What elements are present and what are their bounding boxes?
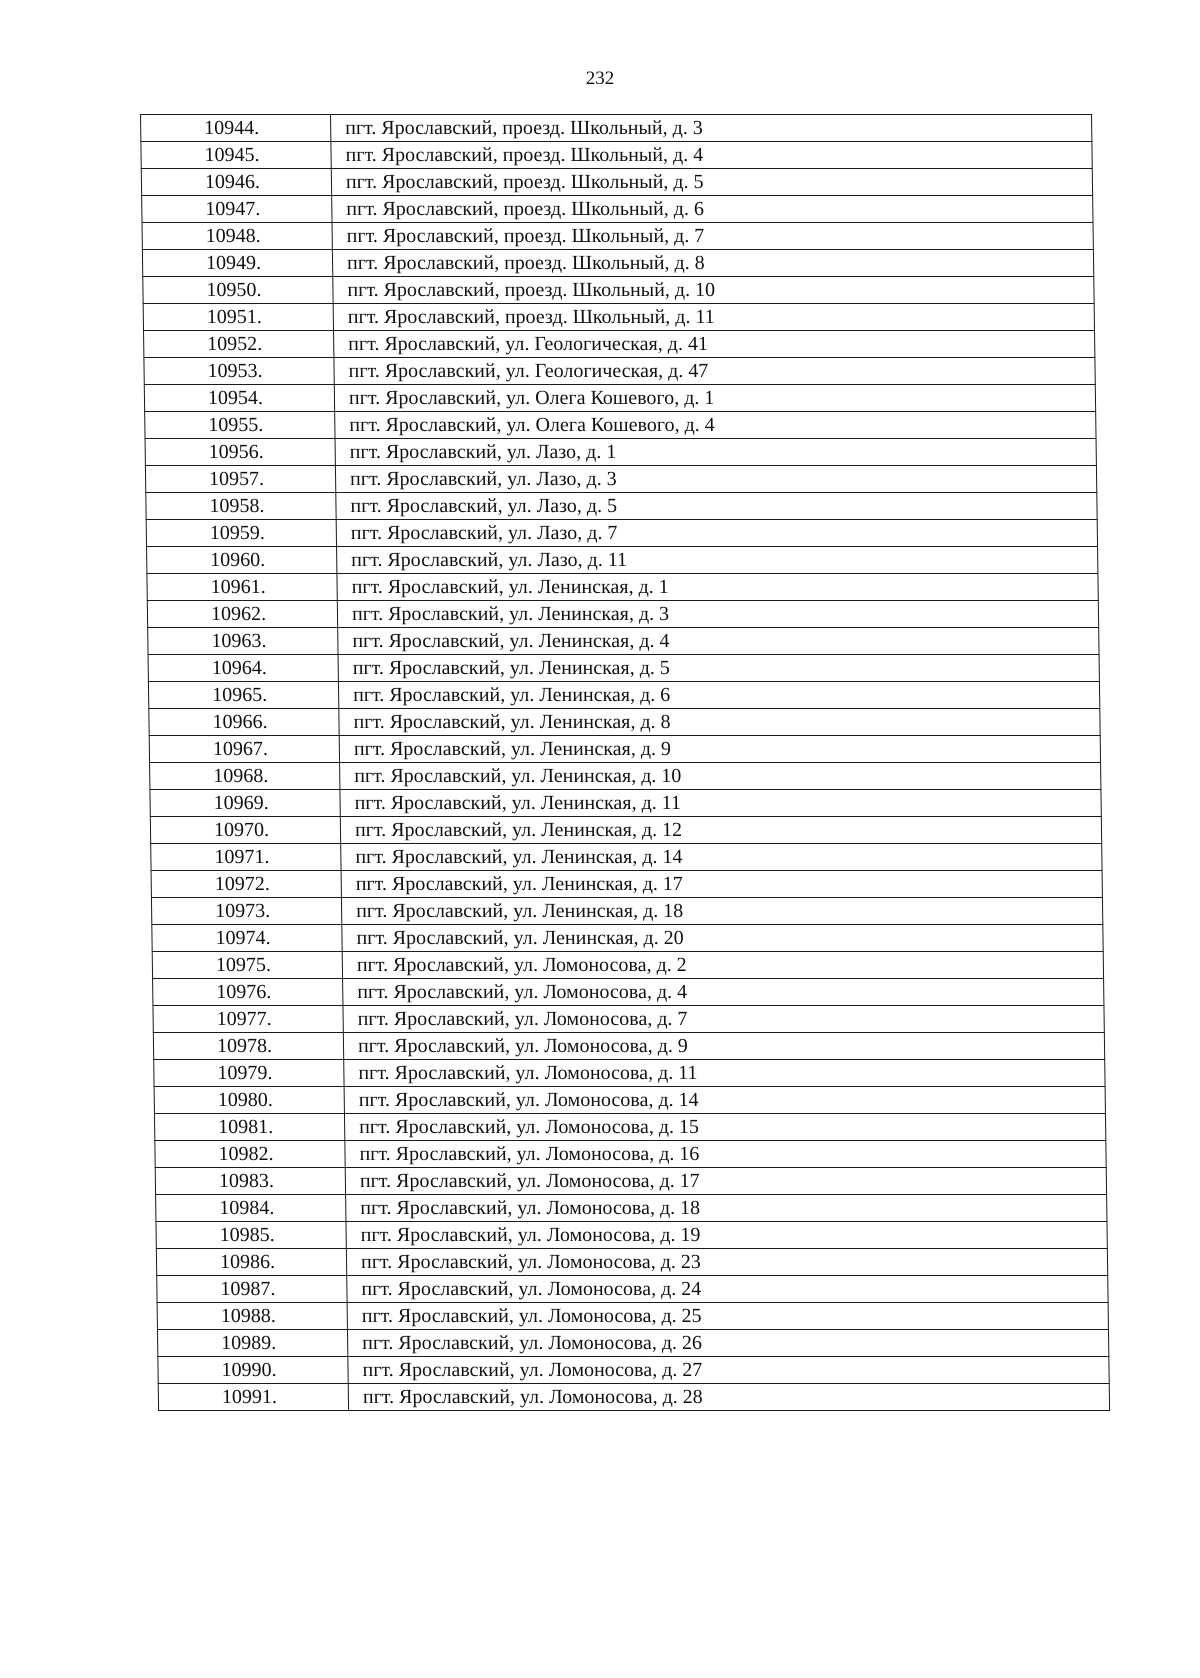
row-address: пгт. Ярославский, ул. Ленинская, д. 3 [337,601,1098,628]
row-number: 10964. [148,655,338,682]
table-row [152,925,1103,952]
row-number: 10945. [141,142,331,169]
table-row [142,196,1093,223]
table-row [158,1357,1109,1384]
row-number: 10966. [149,709,339,736]
row-address: пгт. Ярославский, проезд. Школьный, д. 11 [333,304,1094,331]
table-row [142,250,1093,277]
address-table-body [141,115,1110,1411]
table-row [145,439,1096,466]
table-row [152,952,1103,979]
row-address: пгт. Ярославский, ул. Олега Кошевого, д. 4 [335,412,1096,439]
table-row [155,1141,1106,1168]
row-number: 10944. [141,115,331,142]
row-address: пгт. Ярославский, ул. Ломоносова, д. 26 [347,1330,1108,1357]
table-row [153,1033,1104,1060]
row-address: пгт. Ярославский, ул. Ломоносова, д. 4 [343,979,1104,1006]
table-row [141,115,1092,142]
table-row [145,412,1096,439]
row-number: 10948. [142,223,332,250]
table-row [157,1303,1108,1330]
row-number: 10960. [147,547,337,574]
row-address: пгт. Ярославский, ул. Ленинская, д. 12 [340,817,1101,844]
row-address: пгт. Ярославский, ул. Лазо, д. 7 [336,520,1097,547]
row-address: пгт. Ярославский, ул. Ленинская, д. 18 [341,898,1102,925]
table-row [153,979,1104,1006]
row-number: 10987. [157,1276,347,1303]
table-row [157,1330,1108,1357]
row-number: 10975. [152,952,342,979]
row-number: 10978. [153,1033,343,1060]
row-number: 10955. [145,412,335,439]
row-address: пгт. Ярославский, ул. Олега Кошевого, д. 1 [334,385,1095,412]
row-number: 10958. [146,493,336,520]
table-row [146,520,1097,547]
row-address: пгт. Ярославский, ул. Ломоносова, д. 9 [343,1033,1104,1060]
table-row [147,574,1098,601]
row-number: 10980. [154,1087,344,1114]
table-row [153,1006,1104,1033]
table-row [142,223,1093,250]
row-number: 10977. [153,1006,343,1033]
table-row [154,1087,1105,1114]
row-number: 10952. [144,331,334,358]
row-address: пгт. Ярославский, проезд. Школьный, д. 5 [331,169,1092,196]
table-row [150,790,1101,817]
row-address: пгт. Ярославский, ул. Ломоносова, д. 19 [346,1222,1107,1249]
table-row [141,169,1092,196]
row-address: пгт. Ярославский, ул. Ленинская, д. 4 [338,628,1099,655]
row-number: 10956. [145,439,335,466]
table-row [154,1114,1105,1141]
row-number: 10990. [158,1357,348,1384]
row-address: пгт. Ярославский, ул. Ленинская, д. 10 [340,763,1101,790]
row-address: пгт. Ярославский, ул. Ломоносова, д. 16 [345,1141,1106,1168]
row-number: 10965. [148,682,338,709]
table-row [143,277,1094,304]
row-address: пгт. Ярославский, ул. Ломоносова, д. 15 [344,1114,1105,1141]
table-row [149,736,1100,763]
row-address: пгт. Ярославский, ул. Ленинская, д. 11 [340,790,1101,817]
table-row [155,1168,1106,1195]
row-address: пгт. Ярославский, ул. Ленинская, д. 1 [337,574,1098,601]
row-address: пгт. Ярославский, ул. Ленинская, д. 6 [338,682,1099,709]
row-number: 10968. [150,763,340,790]
row-address: пгт. Ярославский, проезд. Школьный, д. 3 [331,115,1092,142]
row-address: пгт. Ярославский, проезд. Школьный, д. 6 [332,196,1093,223]
row-address: пгт. Ярославский, ул. Ломоносова, д. 2 [342,952,1103,979]
row-number: 10982. [155,1141,345,1168]
table-row [151,844,1102,871]
row-number: 10986. [156,1249,346,1276]
row-number: 10953. [144,358,334,385]
row-number: 10961. [147,574,337,601]
row-number: 10950. [143,277,333,304]
table-row [143,304,1094,331]
row-address: пгт. Ярославский, ул. Ленинская, д. 8 [339,709,1100,736]
row-address: пгт. Ярославский, ул. Ленинская, д. 20 [342,925,1103,952]
row-number: 10946. [141,169,331,196]
row-address: пгт. Ярославский, ул. Ломоносова, д. 23 [346,1249,1107,1276]
row-address: пгт. Ярославский, ул. Ломоносова, д. 28 [348,1384,1109,1411]
row-number: 10979. [154,1060,344,1087]
row-address: пгт. Ярославский, ул. Лазо, д. 1 [335,439,1096,466]
row-number: 10981. [154,1114,344,1141]
row-number: 10947. [142,196,332,223]
table-row [156,1222,1107,1249]
table-row [156,1249,1107,1276]
table-row [145,466,1096,493]
row-address: пгт. Ярославский, ул. Ленинская, д. 9 [339,736,1100,763]
row-number: 10983. [155,1168,345,1195]
row-address: пгт. Ярославский, ул. Ломоносова, д. 27 [348,1357,1109,1384]
table-row [154,1060,1105,1087]
row-address: пгт. Ярославский, ул. Ломоносова, д. 11 [344,1060,1105,1087]
row-address: пгт. Ярославский, ул. Лазо, д. 11 [337,547,1098,574]
row-address: пгт. Ярославский, ул. Геологическая, д. 41 [334,331,1095,358]
row-address: пгт. Ярославский, ул. Геологическая, д. 47 [334,358,1095,385]
row-number: 10970. [150,817,340,844]
row-address: пгт. Ярославский, ул. Лазо, д. 3 [335,466,1096,493]
table-row [157,1276,1108,1303]
table-row [149,709,1100,736]
table-row [141,142,1092,169]
table-row [158,1384,1109,1411]
row-address: пгт. Ярославский, ул. Ломоносова, д. 25 [347,1303,1108,1330]
row-number: 10974. [152,925,342,952]
table-row [147,547,1098,574]
row-number: 10957. [145,466,335,493]
row-address: пгт. Ярославский, проезд. Школьный, д. 10 [333,277,1094,304]
table-row [146,493,1097,520]
row-address: пгт. Ярославский, ул. Ломоносова, д. 14 [344,1087,1105,1114]
table-row [156,1195,1107,1222]
row-address: пгт. Ярославский, ул. Ленинская, д. 14 [341,844,1102,871]
table-row [151,871,1102,898]
address-table [140,114,1110,1411]
row-number: 10985. [156,1222,346,1249]
row-address: пгт. Ярославский, проезд. Школьный, д. 7 [332,223,1093,250]
row-number: 10954. [144,385,334,412]
table-row [144,385,1095,412]
row-number: 10989. [157,1330,347,1357]
row-address: пгт. Ярославский, ул. Ломоносова, д. 18 [346,1195,1107,1222]
table-row [151,898,1102,925]
table-row [148,682,1099,709]
row-number: 10984. [156,1195,346,1222]
row-number: 10949. [142,250,332,277]
table-row [144,331,1095,358]
row-address: пгт. Ярославский, ул. Лазо, д. 5 [336,493,1097,520]
row-address: пгт. Ярославский, ул. Ленинская, д. 17 [341,871,1102,898]
table-row [148,655,1099,682]
row-number: 10963. [148,628,338,655]
row-number: 10969. [150,790,340,817]
table-row [144,358,1095,385]
row-address: пгт. Ярославский, проезд. Школьный, д. 4 [331,142,1092,169]
row-address: пгт. Ярославский, ул. Ломоносова, д. 7 [343,1006,1104,1033]
row-number: 10959. [146,520,336,547]
table-row [148,628,1099,655]
row-number: 10972. [151,871,341,898]
table-row [147,601,1098,628]
row-address: пгт. Ярославский, ул. Ломоносова, д. 24 [347,1276,1108,1303]
row-address: пгт. Ярославский, ул. Ленинская, д. 5 [338,655,1099,682]
page-number: 232 [585,68,615,89]
row-number: 10973. [151,898,341,925]
row-number: 10971. [151,844,341,871]
row-number: 10976. [153,979,343,1006]
row-number: 10951. [143,304,333,331]
row-number: 10991. [158,1384,348,1411]
row-address: пгт. Ярославский, проезд. Школьный, д. 8 [332,250,1093,277]
row-number: 10967. [149,736,339,763]
table-row [150,763,1101,790]
row-number: 10962. [147,601,337,628]
row-number: 10988. [157,1303,347,1330]
row-address: пгт. Ярославский, ул. Ломоносова, д. 17 [345,1168,1106,1195]
table-row [150,817,1101,844]
